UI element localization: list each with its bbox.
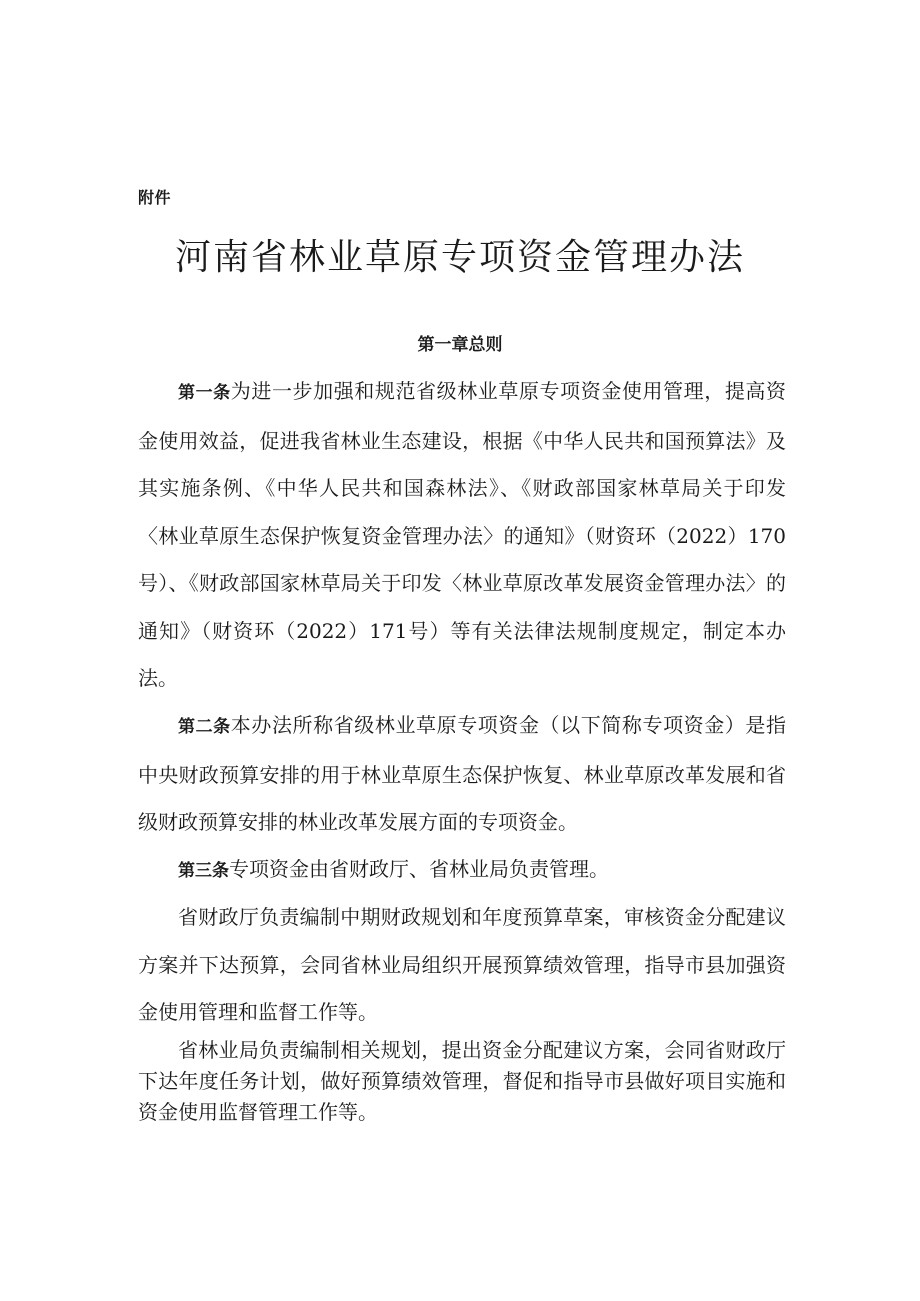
- article-2-text: 本办法所称省级林业草原专项资金（以下简称专项资金）是指中央财政预算安排的用于林业草原生态保护恢复、林业草原改革发展和省级财政预算安排的林业改革发展方面的专项资金。: [138, 713, 787, 834]
- article-3: [138, 846, 786, 896]
- attachment-label: 附件: [138, 188, 172, 207]
- article-1-text: 为进一步加强和规范省级林业草原专项资金使用管理，提高资金使用效益，促进我省林业生态建设，根据《中华人民共和国预算法》及其实施条例、《中华人民共和国森林法》、《财政部国家林草局关于印发〈林业草原生态保护恢复资金管理办法〉的通知》（财资环（2022）170号）、《财政部国家林草局关于印发〈林业草原改革发展资金管理办法〉的通知》（财资环（2022）171号）等有关法律法规制度规定，制定本办法。: [138, 379, 787, 690]
- chapter-heading: 第一章总则: [417, 335, 503, 355]
- article-3-text: 专项资金由省财政厅、省林业局负责管理。: [229, 857, 609, 881]
- article-2-label: 第二条: [178, 717, 231, 737]
- document-title: 河南省林业草原专项资金管理办法: [174, 237, 745, 278]
- article-1: [138, 368, 786, 703]
- article-2: [138, 702, 786, 847]
- article-3-label: 第三条: [178, 861, 229, 881]
- paragraph-forestry-bureau: 省林业局负责编制相关规划，提出资金分配建议方案，会同省财政厅下达年度任务计划，做好预算绩效管理，督促和指导市县做好项目实施和资金使用监督管理工作等。: [138, 1038, 786, 1124]
- paragraph-finance-dept: 省财政厅负责编制中期财政规划和年度预算草案，审核资金分配建议方案并下达预算，会同省林业局组织开展预算绩效管理，指导市县加强资金使用管理和监督工作等。: [138, 905, 786, 1024]
- article-1-label: 第一条: [178, 383, 231, 403]
